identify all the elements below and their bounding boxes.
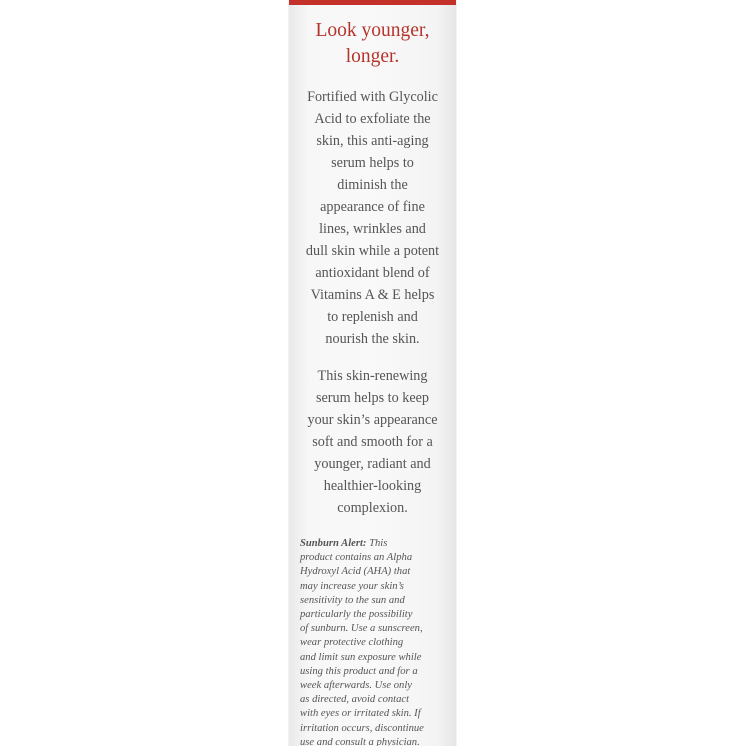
description-paragraph-2 (293, 365, 452, 519)
text-line: serum helps to (331, 155, 414, 171)
alert-line: of sunburn. Use a sunscreen, (300, 623, 423, 635)
alert-text: This (366, 538, 388, 549)
text-line: skin, this anti-aging (316, 133, 429, 149)
alert-line: and limit sun exposure while (300, 651, 422, 663)
headline-line: longer. (345, 46, 400, 67)
text-line: Acid to exfoliate the (314, 111, 431, 127)
alert-line: wear protective clothing (300, 637, 404, 649)
alert-line: as directed, avoid contact (300, 694, 410, 706)
text-line: serum helps to keep (315, 390, 430, 406)
alert-line: sensitivity to the sun and (300, 594, 405, 606)
alert-label: Sunburn Alert: (300, 538, 367, 549)
alert-line: irritation occurs, discontinue (300, 722, 424, 734)
alert-line: may increase your skin’s (300, 580, 404, 592)
text-line: healthier-looking (323, 478, 422, 494)
alert-line: use and consult a physician. (300, 736, 420, 746)
text-line: antioxidant blend of (315, 265, 430, 281)
text-line: soft and smooth for a (312, 434, 433, 450)
text-line: complexion. (337, 500, 408, 516)
text-line: appearance of fine (320, 199, 425, 215)
alert-line: with eyes or irritated skin. If (300, 708, 421, 720)
alert-line: product contains an Alpha (300, 552, 413, 564)
text-line: This skin-renewing (317, 368, 428, 384)
alert-line: week afterwards. Use only (300, 680, 412, 692)
headline-line: Look younger, (315, 20, 430, 41)
red-top-stripe (289, 0, 456, 5)
text-line: Vitamins A & E helps (310, 287, 435, 303)
headline (289, 18, 456, 70)
alert-line: particularly the possibility (300, 609, 413, 621)
alert-line: Hydroxyl Acid (AHA) that (300, 566, 411, 578)
alert-line: using this product and for a (300, 665, 418, 677)
text-line: dull skin while a potent (305, 243, 440, 259)
text-line: lines, wrinkles and (319, 221, 426, 237)
text-line: younger, radiant and (314, 456, 431, 472)
sunburn-alert (300, 537, 450, 746)
product-box-side-panel (289, 0, 456, 746)
text-line: to replenish and (327, 309, 418, 325)
alert-line (300, 537, 450, 551)
text-line: your skin’s appearance (307, 412, 438, 428)
text-line: nourish the skin. (325, 331, 420, 347)
text-line: diminish the (337, 177, 408, 193)
text-line: Fortified with Glycolic (307, 89, 438, 105)
description-paragraph-1 (293, 86, 452, 350)
